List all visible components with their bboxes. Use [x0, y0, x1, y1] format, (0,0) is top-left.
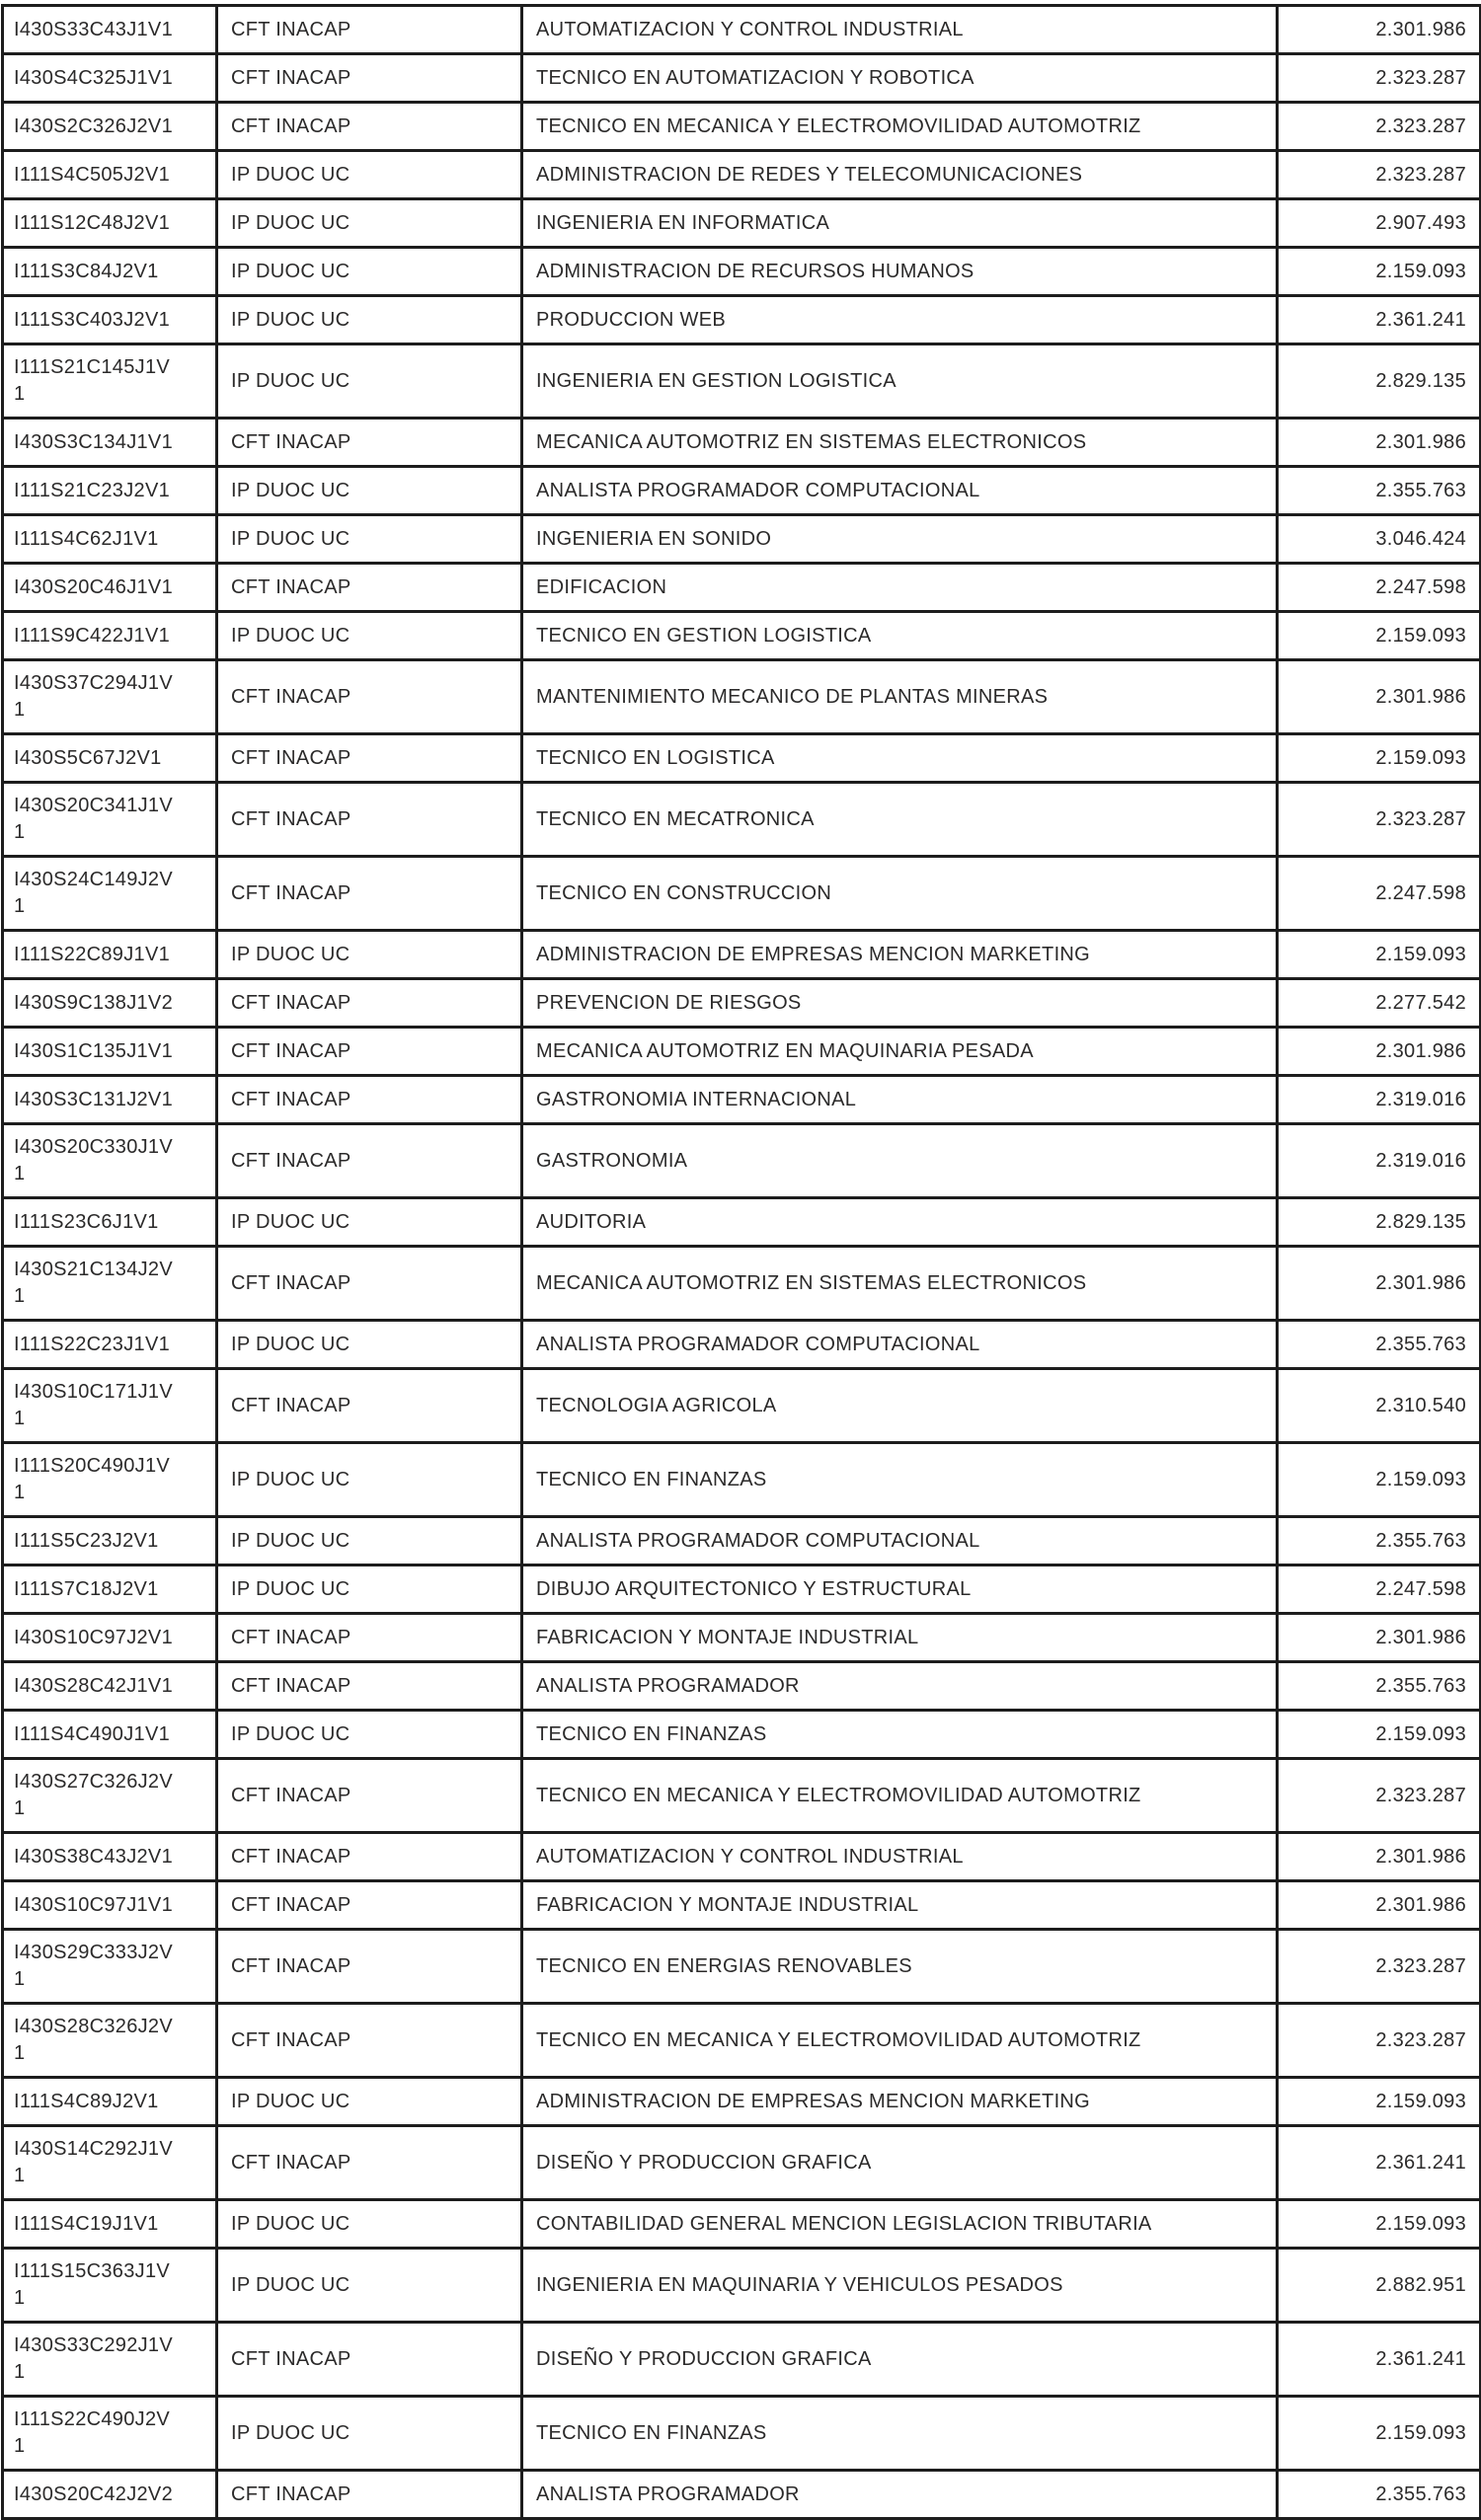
- cell-institution: IP DUOC UC: [217, 344, 522, 419]
- table-row: [3, 296, 1481, 344]
- cell-program-name: FABRICACION Y MONTAJE INDUSTRIAL: [522, 1881, 1278, 1930]
- cell-amount: 2.355.763: [1278, 2471, 1481, 2519]
- cell-program-name: ADMINISTRACION DE EMPRESAS MENCION MARKETING: [522, 931, 1278, 979]
- cell-institution: CFT INACAP: [217, 1124, 522, 1198]
- table-row: [3, 2471, 1481, 2519]
- cell-amount: 2.355.763: [1278, 1321, 1481, 1369]
- cell-institution: CFT INACAP: [217, 1369, 522, 1443]
- cell-program-code: I430S37C294J1V 1: [3, 660, 217, 734]
- cell-amount: 2.319.016: [1278, 1124, 1481, 1198]
- cell-program-code: I111S15C363J1V 1: [3, 2249, 217, 2323]
- cell-institution: CFT INACAP: [217, 54, 522, 103]
- cell-program-name: TECNICO EN MECANICA Y ELECTROMOVILIDAD AUTOMOTRIZ: [522, 2004, 1278, 2078]
- table-row: [3, 1443, 1481, 1517]
- cell-amount: 2.301.986: [1278, 1247, 1481, 1321]
- programs-fee-table: [1, 4, 1481, 2520]
- cell-program-code: I111S4C19J1V1: [3, 2200, 217, 2249]
- table-row: [3, 1881, 1481, 1930]
- cell-program-name: FABRICACION Y MONTAJE INDUSTRIAL: [522, 1614, 1278, 1662]
- cell-institution: CFT INACAP: [217, 979, 522, 1028]
- cell-institution: IP DUOC UC: [217, 1321, 522, 1369]
- cell-program-code: I111S21C145J1V 1: [3, 344, 217, 419]
- cell-institution: CFT INACAP: [217, 1833, 522, 1881]
- cell-program-name: INGENIERIA EN INFORMATICA: [522, 199, 1278, 248]
- cell-amount: 2.323.287: [1278, 54, 1481, 103]
- cell-program-name: TECNICO EN FINANZAS: [522, 1443, 1278, 1517]
- cell-institution: IP DUOC UC: [217, 151, 522, 199]
- cell-program-name: DIBUJO ARQUITECTONICO Y ESTRUCTURAL: [522, 1565, 1278, 1614]
- table-row: [3, 344, 1481, 419]
- table-body: [3, 6, 1481, 2519]
- table-row: [3, 979, 1481, 1028]
- cell-program-name: ANALISTA PROGRAMADOR COMPUTACIONAL: [522, 1517, 1278, 1565]
- table-row: [3, 419, 1481, 467]
- cell-program-code: I430S14C292J1V 1: [3, 2126, 217, 2200]
- table-row: [3, 2323, 1481, 2397]
- cell-program-code: I111S7C18J2V1: [3, 1565, 217, 1614]
- cell-program-name: TECNICO EN CONSTRUCCION: [522, 857, 1278, 931]
- cell-amount: 2.323.287: [1278, 1759, 1481, 1833]
- table-row: [3, 1759, 1481, 1833]
- cell-program-code: I111S4C89J2V1: [3, 2078, 217, 2126]
- cell-program-name: MECANICA AUTOMOTRIZ EN SISTEMAS ELECTRONICOS: [522, 419, 1278, 467]
- cell-amount: 2.319.016: [1278, 1076, 1481, 1124]
- table-row: [3, 2397, 1481, 2471]
- cell-amount: 2.355.763: [1278, 467, 1481, 515]
- table-row: [3, 515, 1481, 564]
- cell-amount: 2.829.135: [1278, 1198, 1481, 1247]
- cell-amount: 2.159.093: [1278, 2397, 1481, 2471]
- cell-program-code: I111S9C422J1V1: [3, 612, 217, 660]
- cell-amount: 2.361.241: [1278, 2126, 1481, 2200]
- table-row: [3, 857, 1481, 931]
- cell-program-name: INGENIERIA EN SONIDO: [522, 515, 1278, 564]
- cell-institution: IP DUOC UC: [217, 1198, 522, 1247]
- cell-program-code: I111S4C490J1V1: [3, 1711, 217, 1759]
- cell-institution: CFT INACAP: [217, 660, 522, 734]
- cell-program-code: I111S21C23J2V1: [3, 467, 217, 515]
- cell-amount: 2.301.986: [1278, 1833, 1481, 1881]
- cell-institution: CFT INACAP: [217, 1881, 522, 1930]
- cell-amount: 2.301.986: [1278, 419, 1481, 467]
- cell-amount: 2.301.986: [1278, 6, 1481, 54]
- table-row: [3, 1321, 1481, 1369]
- cell-program-name: TECNICO EN MECATRONICA: [522, 783, 1278, 857]
- cell-program-code: I430S10C97J1V1: [3, 1881, 217, 1930]
- table-row: [3, 1028, 1481, 1076]
- cell-amount: 2.829.135: [1278, 344, 1481, 419]
- cell-program-code: I430S21C134J2V 1: [3, 1247, 217, 1321]
- cell-institution: IP DUOC UC: [217, 2249, 522, 2323]
- cell-program-name: PRODUCCION WEB: [522, 296, 1278, 344]
- cell-institution: IP DUOC UC: [217, 199, 522, 248]
- cell-institution: CFT INACAP: [217, 1247, 522, 1321]
- cell-program-name: TECNOLOGIA AGRICOLA: [522, 1369, 1278, 1443]
- cell-institution: IP DUOC UC: [217, 1443, 522, 1517]
- cell-institution: IP DUOC UC: [217, 467, 522, 515]
- cell-program-name: GASTRONOMIA: [522, 1124, 1278, 1198]
- cell-program-name: DISEÑO Y PRODUCCION GRAFICA: [522, 2126, 1278, 2200]
- cell-program-code: I111S12C48J2V1: [3, 199, 217, 248]
- cell-program-name: MECANICA AUTOMOTRIZ EN SISTEMAS ELECTRONICOS: [522, 1247, 1278, 1321]
- table-row: [3, 1124, 1481, 1198]
- cell-program-name: ANALISTA PROGRAMADOR COMPUTACIONAL: [522, 467, 1278, 515]
- cell-program-code: I111S23C6J1V1: [3, 1198, 217, 1247]
- cell-institution: IP DUOC UC: [217, 1711, 522, 1759]
- cell-program-code: I430S38C43J2V1: [3, 1833, 217, 1881]
- cell-institution: CFT INACAP: [217, 564, 522, 612]
- cell-amount: 2.247.598: [1278, 1565, 1481, 1614]
- cell-amount: 2.159.093: [1278, 734, 1481, 783]
- cell-institution: IP DUOC UC: [217, 2397, 522, 2471]
- cell-program-code: I430S3C131J2V1: [3, 1076, 217, 1124]
- table-row: [3, 1711, 1481, 1759]
- table-row: [3, 1833, 1481, 1881]
- table-row: [3, 1930, 1481, 2004]
- cell-amount: 2.301.986: [1278, 1614, 1481, 1662]
- cell-program-name: TECNICO EN MECANICA Y ELECTROMOVILIDAD AUTOMOTRIZ: [522, 1759, 1278, 1833]
- table-row: [3, 2200, 1481, 2249]
- cell-program-name: ADMINISTRACION DE REDES Y TELECOMUNICACIONES: [522, 151, 1278, 199]
- cell-program-name: TECNICO EN FINANZAS: [522, 2397, 1278, 2471]
- table-row: [3, 6, 1481, 54]
- cell-program-code: I430S10C97J2V1: [3, 1614, 217, 1662]
- table-row: [3, 199, 1481, 248]
- cell-amount: 2.355.763: [1278, 1662, 1481, 1711]
- table-row: [3, 103, 1481, 151]
- cell-program-code: I430S2C326J2V1: [3, 103, 217, 151]
- cell-amount: 2.323.287: [1278, 1930, 1481, 2004]
- cell-program-name: ADMINISTRACION DE RECURSOS HUMANOS: [522, 248, 1278, 296]
- cell-program-name: TECNICO EN LOGISTICA: [522, 734, 1278, 783]
- table-row: [3, 1517, 1481, 1565]
- cell-institution: CFT INACAP: [217, 1662, 522, 1711]
- cell-institution: CFT INACAP: [217, 1759, 522, 1833]
- cell-amount: 2.301.986: [1278, 1881, 1481, 1930]
- cell-institution: IP DUOC UC: [217, 931, 522, 979]
- cell-program-code: I430S20C330J1V 1: [3, 1124, 217, 1198]
- table-row: [3, 1565, 1481, 1614]
- table-row: [3, 1614, 1481, 1662]
- cell-program-code: I430S4C325J1V1: [3, 54, 217, 103]
- table-row: [3, 54, 1481, 103]
- cell-program-name: AUTOMATIZACION Y CONTROL INDUSTRIAL: [522, 6, 1278, 54]
- cell-institution: CFT INACAP: [217, 1076, 522, 1124]
- cell-institution: CFT INACAP: [217, 1930, 522, 2004]
- cell-amount: 2.247.598: [1278, 564, 1481, 612]
- cell-amount: 2.310.540: [1278, 1369, 1481, 1443]
- table-row: [3, 2126, 1481, 2200]
- cell-institution: IP DUOC UC: [217, 296, 522, 344]
- cell-amount: 2.159.093: [1278, 2200, 1481, 2249]
- cell-amount: 2.159.093: [1278, 1443, 1481, 1517]
- table-row: [3, 1076, 1481, 1124]
- cell-program-code: I111S22C490J2V 1: [3, 2397, 217, 2471]
- cell-program-name: TECNICO EN FINANZAS: [522, 1711, 1278, 1759]
- cell-program-code: I430S3C134J1V1: [3, 419, 217, 467]
- cell-program-code: I430S20C46J1V1: [3, 564, 217, 612]
- cell-program-name: MECANICA AUTOMOTRIZ EN MAQUINARIA PESADA: [522, 1028, 1278, 1076]
- cell-institution: IP DUOC UC: [217, 1565, 522, 1614]
- cell-program-name: TECNICO EN ENERGIAS RENOVABLES: [522, 1930, 1278, 2004]
- cell-institution: CFT INACAP: [217, 857, 522, 931]
- cell-program-code: I430S33C43J1V1: [3, 6, 217, 54]
- cell-amount: 2.323.287: [1278, 151, 1481, 199]
- cell-amount: 2.247.598: [1278, 857, 1481, 931]
- cell-institution: IP DUOC UC: [217, 2200, 522, 2249]
- cell-amount: 2.159.093: [1278, 248, 1481, 296]
- cell-program-name: INGENIERIA EN GESTION LOGISTICA: [522, 344, 1278, 419]
- cell-program-code: I111S22C23J1V1: [3, 1321, 217, 1369]
- cell-program-code: I430S27C326J2V 1: [3, 1759, 217, 1833]
- cell-program-code: I430S33C292J1V 1: [3, 2323, 217, 2397]
- cell-institution: CFT INACAP: [217, 2323, 522, 2397]
- cell-program-code: I111S4C505J2V1: [3, 151, 217, 199]
- cell-amount: 2.159.093: [1278, 1711, 1481, 1759]
- cell-program-code: I430S24C149J2V 1: [3, 857, 217, 931]
- table-row: [3, 2078, 1481, 2126]
- cell-program-code: I430S28C42J1V1: [3, 1662, 217, 1711]
- cell-program-code: I430S1C135J1V1: [3, 1028, 217, 1076]
- cell-program-code: I111S3C403J2V1: [3, 296, 217, 344]
- table-row: [3, 783, 1481, 857]
- table-row: [3, 564, 1481, 612]
- cell-amount: 2.301.986: [1278, 660, 1481, 734]
- cell-institution: CFT INACAP: [217, 2004, 522, 2078]
- cell-program-name: ANALISTA PROGRAMADOR: [522, 1662, 1278, 1711]
- cell-program-name: ANALISTA PROGRAMADOR COMPUTACIONAL: [522, 1321, 1278, 1369]
- table-row: [3, 1247, 1481, 1321]
- cell-amount: 2.361.241: [1278, 2323, 1481, 2397]
- cell-amount: 2.159.093: [1278, 2078, 1481, 2126]
- cell-program-code: I430S20C42J2V2: [3, 2471, 217, 2519]
- cell-program-name: EDIFICACION: [522, 564, 1278, 612]
- cell-institution: CFT INACAP: [217, 2126, 522, 2200]
- cell-program-name: MANTENIMIENTO MECANICO DE PLANTAS MINERAS: [522, 660, 1278, 734]
- cell-amount: 2.323.287: [1278, 2004, 1481, 2078]
- cell-institution: IP DUOC UC: [217, 515, 522, 564]
- cell-program-name: TECNICO EN MECANICA Y ELECTROMOVILIDAD AUTOMOTRIZ: [522, 103, 1278, 151]
- cell-amount: 2.159.093: [1278, 612, 1481, 660]
- cell-program-code: I430S5C67J2V1: [3, 734, 217, 783]
- cell-amount: 2.882.951: [1278, 2249, 1481, 2323]
- cell-program-code: I111S22C89J1V1: [3, 931, 217, 979]
- cell-institution: CFT INACAP: [217, 6, 522, 54]
- cell-amount: 2.323.287: [1278, 783, 1481, 857]
- cell-institution: IP DUOC UC: [217, 612, 522, 660]
- cell-institution: CFT INACAP: [217, 103, 522, 151]
- cell-program-code: I430S20C341J1V 1: [3, 783, 217, 857]
- table-row: [3, 612, 1481, 660]
- cell-program-code: I430S29C333J2V 1: [3, 1930, 217, 2004]
- table-row: [3, 2249, 1481, 2323]
- cell-institution: CFT INACAP: [217, 1028, 522, 1076]
- table-row: [3, 1198, 1481, 1247]
- cell-amount: 2.301.986: [1278, 1028, 1481, 1076]
- table-row: [3, 660, 1481, 734]
- cell-program-code: I111S5C23J2V1: [3, 1517, 217, 1565]
- cell-institution: CFT INACAP: [217, 734, 522, 783]
- cell-institution: IP DUOC UC: [217, 2078, 522, 2126]
- table-row: [3, 248, 1481, 296]
- cell-amount: 2.159.093: [1278, 931, 1481, 979]
- table-row: [3, 1662, 1481, 1711]
- table-row: [3, 151, 1481, 199]
- cell-program-name: TECNICO EN GESTION LOGISTICA: [522, 612, 1278, 660]
- table-row: [3, 931, 1481, 979]
- cell-program-name: GASTRONOMIA INTERNACIONAL: [522, 1076, 1278, 1124]
- cell-institution: IP DUOC UC: [217, 1517, 522, 1565]
- cell-program-name: ADMINISTRACION DE EMPRESAS MENCION MARKETING: [522, 2078, 1278, 2126]
- cell-program-name: DISEÑO Y PRODUCCION GRAFICA: [522, 2323, 1278, 2397]
- table-row: [3, 1369, 1481, 1443]
- cell-program-code: I430S10C171J1V 1: [3, 1369, 217, 1443]
- cell-program-code: I430S9C138J1V2: [3, 979, 217, 1028]
- cell-institution: CFT INACAP: [217, 2471, 522, 2519]
- table-row: [3, 2004, 1481, 2078]
- cell-amount: 2.907.493: [1278, 199, 1481, 248]
- cell-program-name: TECNICO EN AUTOMATIZACION Y ROBOTICA: [522, 54, 1278, 103]
- cell-program-name: PREVENCION DE RIESGOS: [522, 979, 1278, 1028]
- cell-program-code: I111S20C490J1V 1: [3, 1443, 217, 1517]
- cell-program-name: AUDITORIA: [522, 1198, 1278, 1247]
- cell-program-name: INGENIERIA EN MAQUINARIA Y VEHICULOS PESADOS: [522, 2249, 1278, 2323]
- cell-amount: 2.361.241: [1278, 296, 1481, 344]
- cell-program-code: I111S3C84J2V1: [3, 248, 217, 296]
- cell-institution: CFT INACAP: [217, 419, 522, 467]
- cell-program-code: I111S4C62J1V1: [3, 515, 217, 564]
- table-row: [3, 467, 1481, 515]
- cell-amount: 2.323.287: [1278, 103, 1481, 151]
- cell-program-name: AUTOMATIZACION Y CONTROL INDUSTRIAL: [522, 1833, 1278, 1881]
- cell-program-name: ANALISTA PROGRAMADOR: [522, 2471, 1278, 2519]
- cell-amount: 3.046.424: [1278, 515, 1481, 564]
- table-row: [3, 734, 1481, 783]
- page: [0, 4, 1481, 2515]
- cell-program-name: CONTABILIDAD GENERAL MENCION LEGISLACION TRIBUTARIA: [522, 2200, 1278, 2249]
- cell-institution: CFT INACAP: [217, 783, 522, 857]
- cell-amount: 2.277.542: [1278, 979, 1481, 1028]
- cell-institution: IP DUOC UC: [217, 248, 522, 296]
- cell-amount: 2.355.763: [1278, 1517, 1481, 1565]
- cell-program-code: I430S28C326J2V 1: [3, 2004, 217, 2078]
- cell-institution: CFT INACAP: [217, 1614, 522, 1662]
